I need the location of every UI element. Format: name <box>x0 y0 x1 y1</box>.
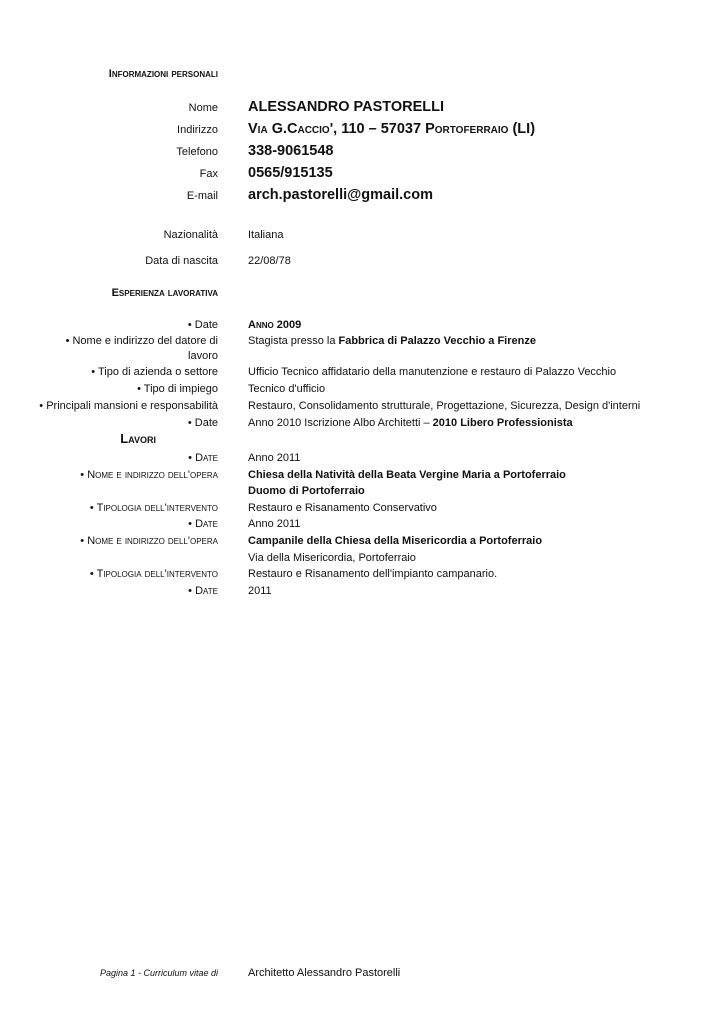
name-label: Nome <box>188 102 218 114</box>
exp-sector-value: Ufficio Tecnico affidatario della manutenzione e restauro di Palazzo Vecchio <box>248 366 617 378</box>
section-title-personal: Informazioni personali <box>108 68 218 80</box>
work2-name-label: • Nome e indirizzo dell'opera <box>80 535 218 547</box>
work1-name-value-line1: Chiesa della Natività della Beata Vergine Maria a Portoferraio <box>248 469 566 481</box>
work2-date-value: Anno 2011 <box>248 518 301 530</box>
exp-date2-value <box>248 416 573 430</box>
exp-sector-label: • Tipo di azienda o settore <box>91 366 218 378</box>
exp-employer-label-line1: • Nome e indirizzo del datore di <box>65 335 218 347</box>
phone-label: Telefono <box>176 146 218 158</box>
footer-page-label: Pagina 1 - Curriculum vitae di <box>99 968 218 978</box>
fax-value: 0565/915135 <box>248 165 333 181</box>
exp-employer-label-line2: lavoro <box>188 350 218 362</box>
exp-date2-prefix: Anno 2010 Iscrizione Albo Architetti – <box>248 417 433 429</box>
work2-type-value: Restauro e Risanamento dell'impianto campanario. <box>248 568 498 580</box>
work2-name-value-line1: Campanile della Chiesa della Misericordia a Portoferraio <box>248 535 543 547</box>
name-value: ALESSANDRO PASTORELLI <box>248 99 445 115</box>
nationality-label: Nazionalità <box>163 229 218 241</box>
work2-type-label: • Tipologia dell'intervento <box>89 568 218 580</box>
exp-date-label: • Date <box>187 319 218 331</box>
exp-employer-prefix: Stagista presso la <box>248 335 339 347</box>
exp-date2-label: • Date <box>187 417 218 429</box>
work1-type-label: • Tipologia dell'intervento <box>89 502 218 514</box>
exp-date-value: Anno 2009 <box>248 319 302 331</box>
work1-name-value-line2: Duomo di Portoferraio <box>248 485 365 497</box>
section-title-experience: Esperienza lavorativa <box>111 287 218 299</box>
work3-date-label: • Date <box>188 585 218 597</box>
address-value: Via G.Caccio', 110 – 57037 Portoferraio (LI) <box>248 121 536 137</box>
exp-duties-label: • Principali mansioni e responsabilità <box>39 400 218 412</box>
works-title: Lavori <box>120 431 156 446</box>
exp-job-value: Tecnico d'ufficio <box>248 383 326 395</box>
nationality-value: Italiana <box>248 229 284 241</box>
footer-author: Architetto Alessandro Pastorelli <box>248 967 401 979</box>
work1-date-label: • Date <box>188 452 218 464</box>
exp-employer-value <box>248 334 536 348</box>
email-label: E-mail <box>186 190 218 202</box>
exp-employer-bold: Fabbrica di Palazzo Vecchio a Firenze <box>338 335 536 347</box>
address-label: Indirizzo <box>177 124 218 136</box>
exp-date2-bold: 2010 Libero Professionista <box>432 417 573 429</box>
work1-name-label: • Nome e indirizzo dell'opera <box>80 469 218 481</box>
birth-date-value: 22/08/78 <box>248 255 291 267</box>
fax-label: Fax <box>199 168 218 180</box>
email-value: arch.pastorelli@gmail.com <box>248 187 433 203</box>
work3-date-value: 2011 <box>248 585 272 597</box>
exp-duties-value: Restauro, Consolidamento strutturale, Progettazione, Sicurezza, Design d'interni <box>248 400 641 412</box>
work1-date-value: Anno 2011 <box>248 452 301 464</box>
exp-job-label: • Tipo di impiego <box>137 383 218 395</box>
phone-value: 338-9061548 <box>248 143 334 159</box>
work2-name-value-line2: Via della Misericordia, Portoferraio <box>248 552 416 564</box>
birth-date-label: Data di nascita <box>145 255 218 267</box>
work1-type-value: Restauro e Risanamento Conservativo <box>248 502 437 514</box>
work2-date-label: • Date <box>188 518 218 530</box>
